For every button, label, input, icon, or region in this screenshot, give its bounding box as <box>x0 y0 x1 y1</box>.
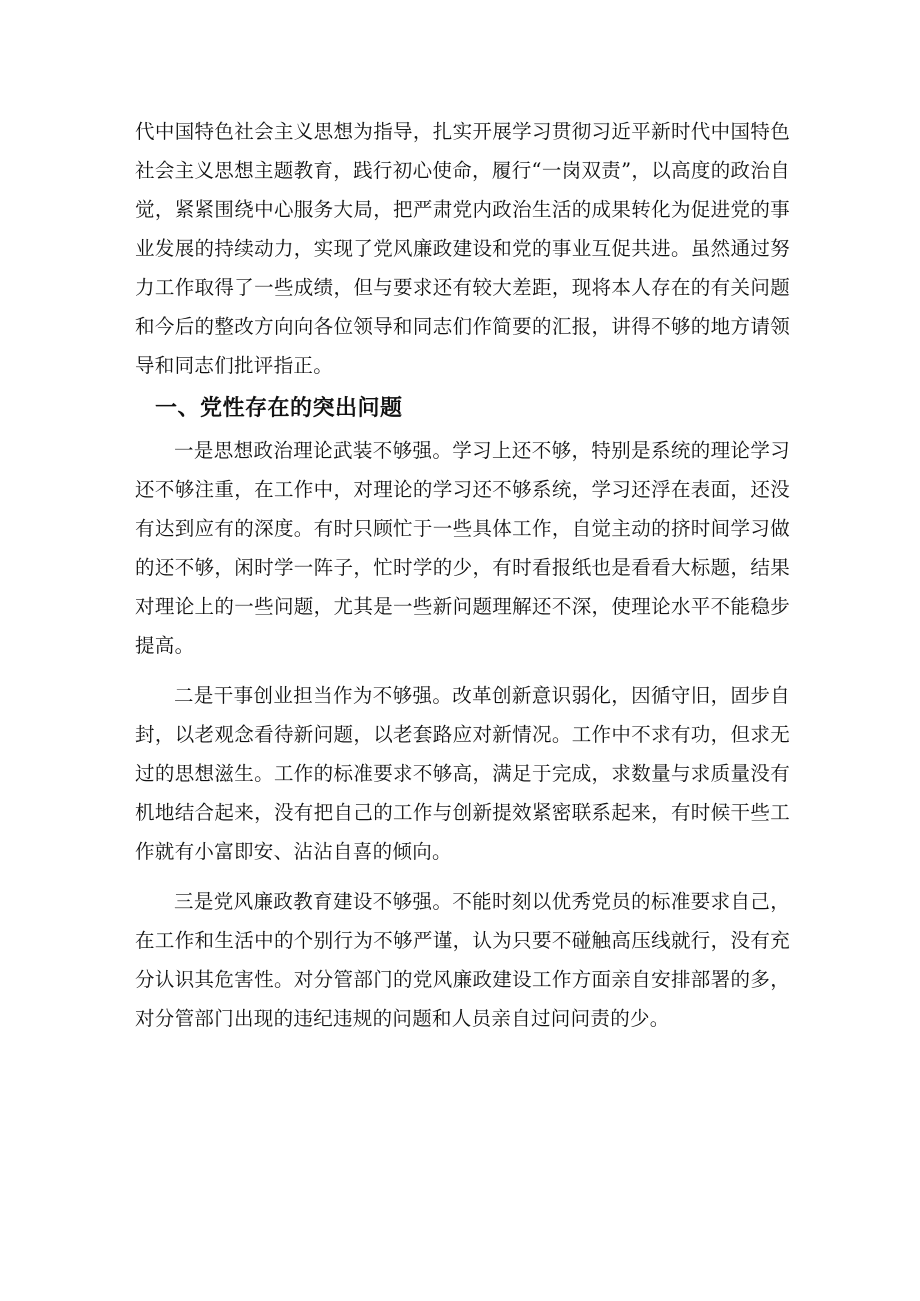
problem-paragraph-2: 二是干事创业担当作为不够强。改革创新意识弱化，因循守旧，固步自封，以老观念看待新问题，以老套路应对新情况。工作中不求有功，但求无过的思想滋生。工作的标准要求不够高，满足于完成，求数量与求质量没有机地结合起来，没有把自己的工作与创新提效紧密联系起来，有时候干些工作就有小富即安、沾沾自喜的倾向。 <box>135 684 790 863</box>
problem-paragraph-1: 一是思想政治理论武装不够强。学习上还不够，特别是系统的理论学习还不够注重，在工作中，对理论的学习还不够系统，学习还浮在表面，还没有达到应有的深度。有时只顾忙于一些具体工作，自觉主动的挤时间学习做的还不够，闲时学一阵子，忙时学的少，有时看报纸也是看看大标题，结果对理论上的一些问题，尤其是一些新问题理解还不深，使理论水平不能稳步提高。 <box>135 439 790 657</box>
problem-paragraph-3: 三是党风廉政教育建设不够强。不能时刻以优秀党员的标准要求自己，在工作和生活中的个别行为不够严谨，认为只要不碰触高压线就行，没有充分认识其危害性。对分管部门的党风廉政建设工作方面亲自安排部署的多，对分管部门出现的违纪违规的问题和人员亲自过问问责的少。 <box>135 890 790 1030</box>
intro-paragraph: 代中国特色社会主义思想为指导，扎实开展学习贯彻习近平新时代中国特色社会主义思想主题教育，践行初心使命，履行“一岗双责”，以高度的政治自觉，紧紧围绕中心服务大局，把严肃党内政治生活的成果转化为促进党的事业发展的持续动力，实现了党风廉政建设和党的事业互促共进。虽然通过努力工作取得了一些成绩，但与要求还有较大差距，现将本人存在的有关问题和今后的整改方向向各位领导和同志们作简要的汇报，讲得不够的地方请领导和同志们批评指正。 <box>135 120 790 377</box>
document-body <box>135 112 790 1038</box>
section-heading: 一、党性存在的突出问题 <box>155 396 403 421</box>
